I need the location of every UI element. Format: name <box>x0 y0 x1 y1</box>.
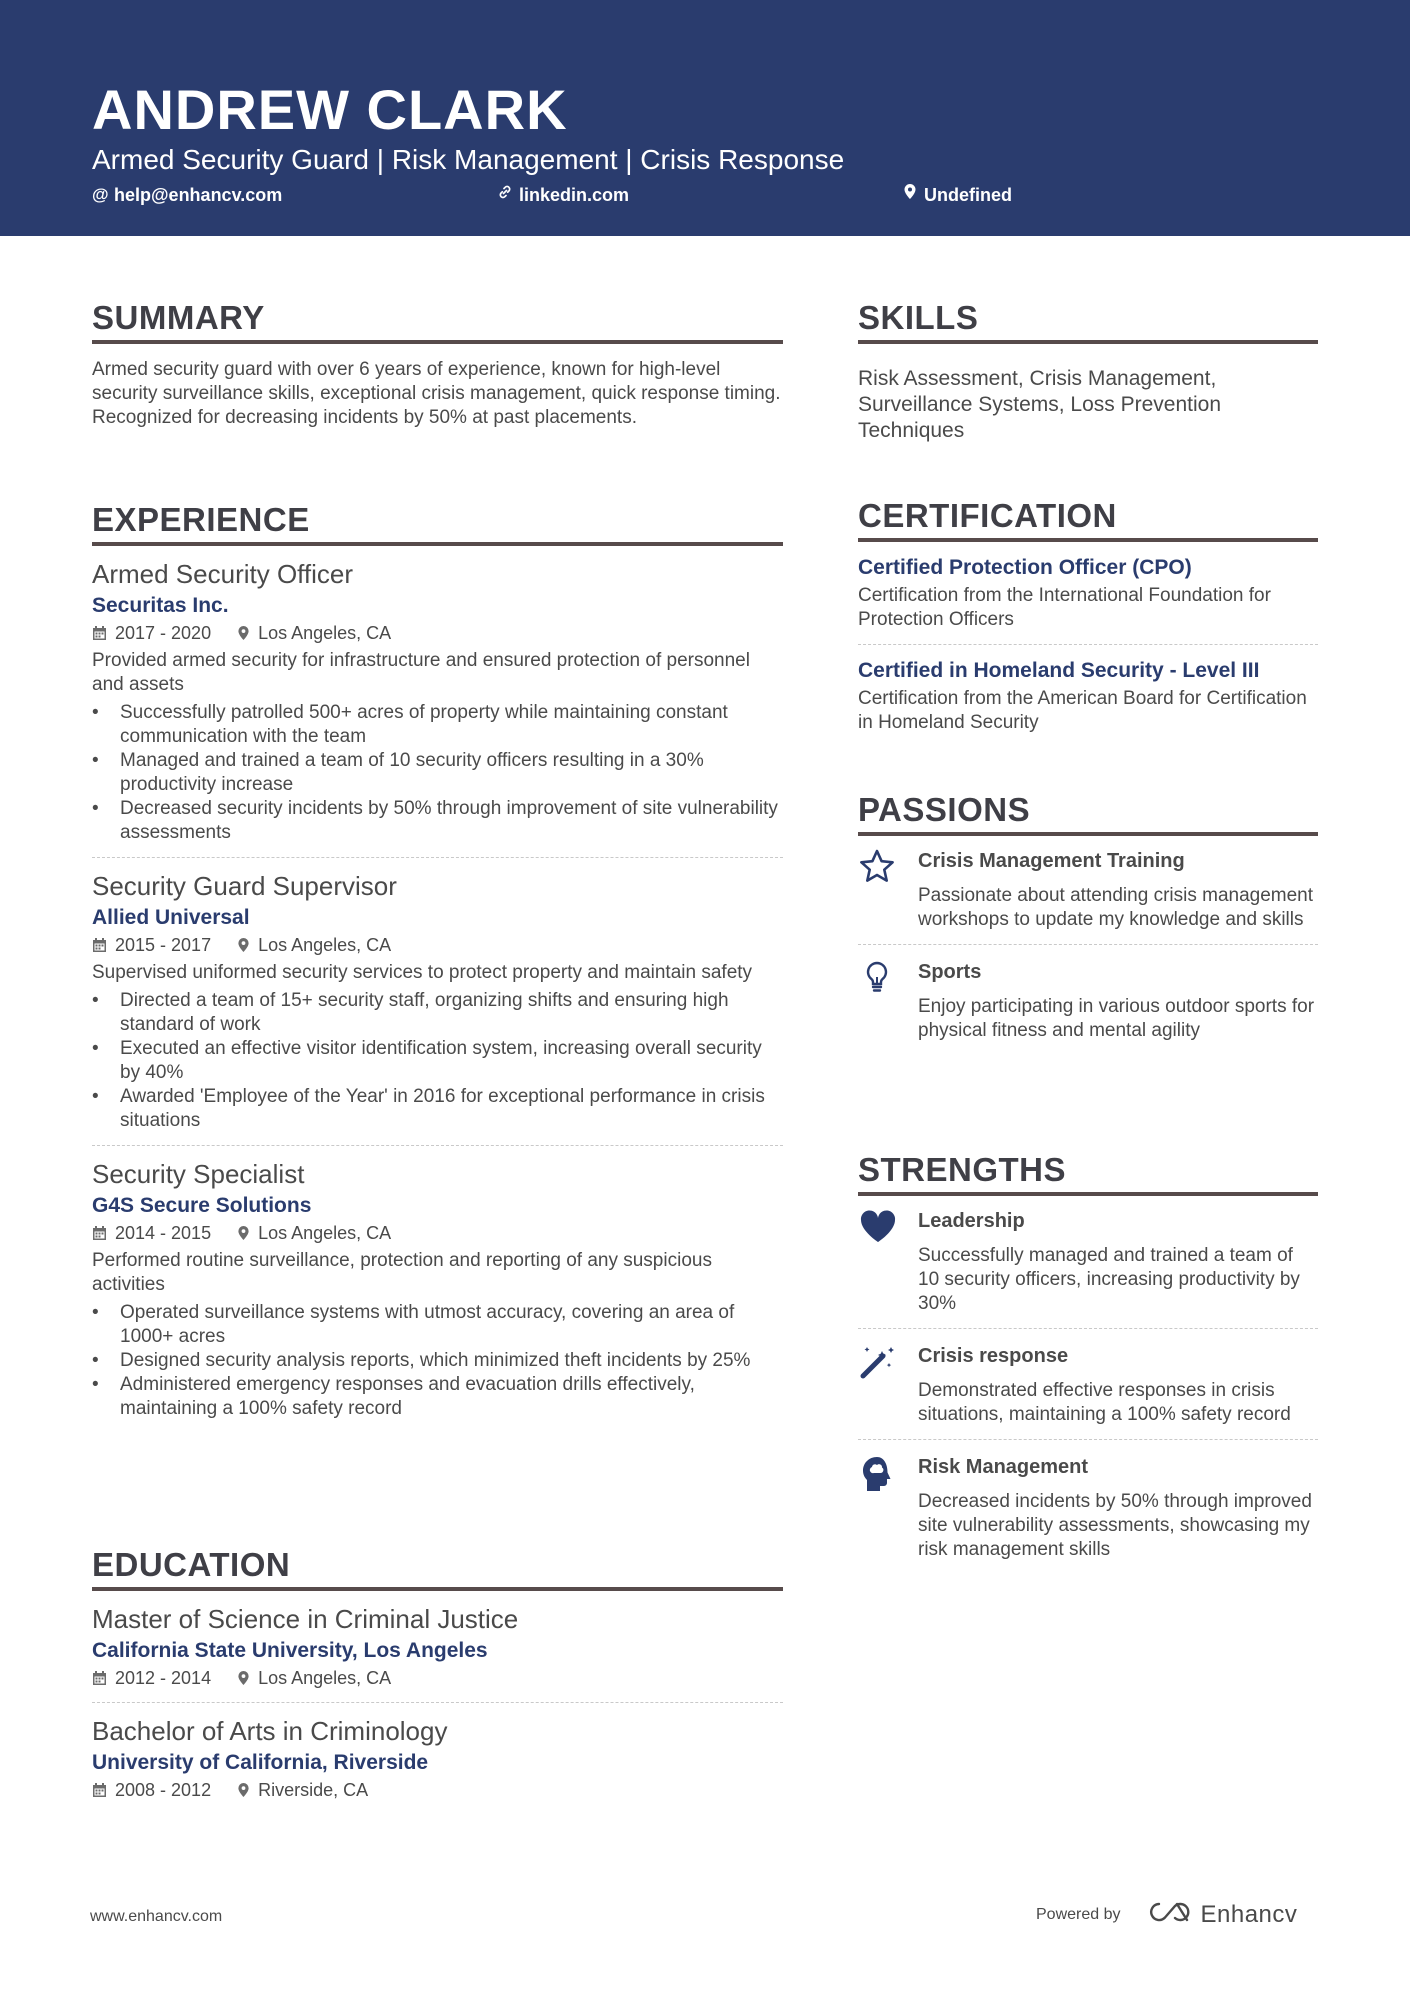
job-bullets <box>92 701 783 845</box>
summary-heading: SUMMARY <box>92 298 783 344</box>
education-meta <box>92 1666 783 1690</box>
linkedin-text: linkedin.com <box>519 185 630 205</box>
job-location: Los Angeles, CA <box>258 935 392 955</box>
strength-description: Demonstrated effective responses in crisis situations, maintaining a 100% safety record <box>918 1380 1291 1425</box>
location-pin-icon <box>237 937 250 953</box>
job-bullet: • Directed a team of 15+ security staff, organizing shifts and ensuring high standard of work <box>92 989 783 1037</box>
job-bullet: • Decreased security incidents by 50% through improvement of site vulnerability assessments <box>92 797 783 845</box>
contact-email[interactable] <box>92 183 282 207</box>
passions-heading: PASSIONS <box>858 790 1318 836</box>
passion-title: Sports <box>918 961 982 983</box>
calendar-icon <box>92 1225 107 1241</box>
education-dates: 2012 - 2014 <box>115 1668 212 1688</box>
job-bullets <box>92 989 783 1133</box>
job-location: Los Angeles, CA <box>258 1223 392 1243</box>
certification-description: Certification from the International Foundation for Protection Officers <box>858 585 1271 630</box>
strength-item <box>858 1454 1318 1562</box>
experience-heading: EXPERIENCE <box>92 500 783 546</box>
company-name: Securitas Inc. <box>92 594 229 617</box>
job-meta <box>92 621 783 645</box>
education-heading: EDUCATION <box>92 1545 783 1591</box>
email-text: help@enhancv.com <box>114 185 283 205</box>
degree-title: Master of Science in Criminal Justice <box>92 1604 519 1634</box>
calendar-icon <box>92 625 107 641</box>
job-bullet: • Designed security analysis reports, which minimized theft incidents by 25% <box>92 1349 783 1373</box>
job-bullet: • Managed and trained a team of 10 security officers resulting in a 30% productivity increase <box>92 749 783 797</box>
location-text: Undefined <box>924 185 1012 205</box>
location-pin-icon <box>902 183 918 207</box>
skills-heading: SKILLS <box>858 298 1318 344</box>
certification-description: Certification from the American Board for Certification in Homeland Security <box>858 688 1307 733</box>
passion-description: Passionate about attending crisis management workshops to update my knowledge and skills <box>918 885 1314 930</box>
powered-by-label: Powered by <box>1036 1905 1121 1923</box>
resume-header <box>0 0 1410 236</box>
job-bullet: • Successfully patrolled 500+ acres of property while maintaining constant communication with the team <box>92 701 783 749</box>
job-description: Supervised uniformed security services to protect property and maintain safety <box>92 962 753 983</box>
at-icon: @ <box>92 185 109 204</box>
head-brain-icon <box>858 1454 898 1494</box>
strength-title: Crisis response <box>918 1345 1069 1367</box>
job-bullet: • Executed an effective visitor identification system, increasing overall security by 40% <box>92 1037 783 1085</box>
passion-title: Crisis Management Training <box>918 850 1185 872</box>
strength-item <box>858 1208 1318 1316</box>
divider <box>92 1145 783 1146</box>
divider <box>858 944 1318 945</box>
passion-item <box>858 848 1318 932</box>
job-title: Security Specialist <box>92 1159 305 1189</box>
strength-title: Risk Management <box>918 1456 1089 1478</box>
certification-entry <box>858 657 1318 735</box>
summary-section <box>92 298 783 430</box>
star-icon <box>858 848 898 888</box>
calendar-icon <box>92 937 107 953</box>
experience-section <box>92 500 783 1421</box>
location-pin-icon <box>237 1782 250 1798</box>
company-name: Allied Universal <box>92 906 250 929</box>
degree-title: Bachelor of Arts in Criminology <box>92 1716 448 1746</box>
education-section <box>92 1545 783 1802</box>
footer-website[interactable]: www.enhancv.com <box>90 1908 223 1925</box>
certification-entry <box>858 554 1318 632</box>
school-name: California State University, Los Angeles <box>92 1639 488 1662</box>
strength-description: Successfully managed and trained a team of 10 security officers, increasing productivity by 30% <box>918 1245 1300 1314</box>
strength-title: Leadership <box>918 1210 1025 1232</box>
job-dates: 2017 - 2020 <box>115 623 212 643</box>
candidate-name: ANDREW CLARK <box>92 78 568 141</box>
job-title: Armed Security Officer <box>92 559 354 589</box>
job-title: Security Guard Supervisor <box>92 871 397 901</box>
job-description: Provided armed security for infrastructure and ensured protection of personnel and assets <box>92 650 750 695</box>
enhancv-logo-icon <box>1147 1900 1193 1929</box>
skills-text: Risk Assessment, Crisis Management, Surveillance Systems, Loss Prevention Techniques <box>858 367 1221 442</box>
location-pin-icon <box>237 1670 250 1686</box>
strengths-section <box>858 1150 1318 1562</box>
education-meta <box>92 1778 783 1802</box>
link-icon <box>497 183 513 207</box>
job-meta <box>92 933 783 957</box>
education-entry <box>92 1715 783 1802</box>
location-pin-icon <box>237 625 250 641</box>
certification-name: Certified in Homeland Security - Level III <box>858 659 1260 682</box>
job-location: Los Angeles, CA <box>258 623 392 643</box>
passion-description: Enjoy participating in various outdoor sports for physical fitness and mental agility <box>918 996 1315 1041</box>
job-meta <box>92 1221 783 1245</box>
job-description: Performed routine surveillance, protection and reporting of any suspicious activities <box>92 1250 712 1295</box>
contact-linkedin[interactable] <box>497 183 629 207</box>
strength-item <box>858 1343 1318 1427</box>
contact-location <box>902 183 1012 207</box>
divider <box>92 1702 783 1703</box>
job-bullet: • Awarded 'Employee of the Year' in 2016 for exceptional performance in crisis situations <box>92 1085 783 1133</box>
lightbulb-icon <box>858 959 898 999</box>
footer-branding <box>1036 1900 1297 1929</box>
divider <box>858 1439 1318 1440</box>
candidate-tagline: Armed Security Guard | Risk Management | Crisis Response <box>92 144 845 175</box>
magic-wand-icon <box>858 1343 898 1383</box>
education-location: Los Angeles, CA <box>258 1668 392 1688</box>
education-dates: 2008 - 2012 <box>115 1780 212 1800</box>
certification-section <box>858 496 1318 735</box>
calendar-icon <box>92 1782 107 1798</box>
divider <box>92 857 783 858</box>
company-name: G4S Secure Solutions <box>92 1194 312 1217</box>
job-bullets <box>92 1301 783 1421</box>
job-dates: 2014 - 2015 <box>115 1223 212 1243</box>
certification-name: Certified Protection Officer (CPO) <box>858 556 1192 579</box>
location-pin-icon <box>237 1225 250 1241</box>
strengths-heading: STRENGTHS <box>858 1150 1318 1196</box>
job-bullet: • Operated surveillance systems with utmost accuracy, covering an area of 1000+ acres <box>92 1301 783 1349</box>
divider <box>858 644 1318 645</box>
summary-text: Armed security guard with over 6 years of experience, known for high-level security surveillance skills, exceptional crisis management, quick response timing. Recognized for decreasing incidents by 50% at past placements. <box>92 359 781 428</box>
passion-item <box>858 959 1318 1043</box>
job-dates: 2015 - 2017 <box>115 935 212 955</box>
experience-entry <box>92 1158 783 1421</box>
job-bullet: • Administered emergency responses and evacuation drills effectively, maintaining a 100% safety record <box>92 1373 783 1421</box>
skills-section <box>858 298 1318 444</box>
experience-entry <box>92 558 783 845</box>
experience-entry <box>92 870 783 1133</box>
heart-icon <box>858 1208 898 1248</box>
education-location: Riverside, CA <box>258 1780 369 1800</box>
calendar-icon <box>92 1670 107 1686</box>
strength-description: Decreased incidents by 50% through improved site vulnerability assessments, showcasing my risk management skills <box>918 1491 1312 1560</box>
brand-name: Enhancv <box>1200 1900 1298 1928</box>
education-entry <box>92 1603 783 1690</box>
certification-heading: CERTIFICATION <box>858 496 1318 542</box>
school-name: University of California, Riverside <box>92 1751 429 1774</box>
divider <box>858 1328 1318 1329</box>
passions-section <box>858 790 1318 1043</box>
